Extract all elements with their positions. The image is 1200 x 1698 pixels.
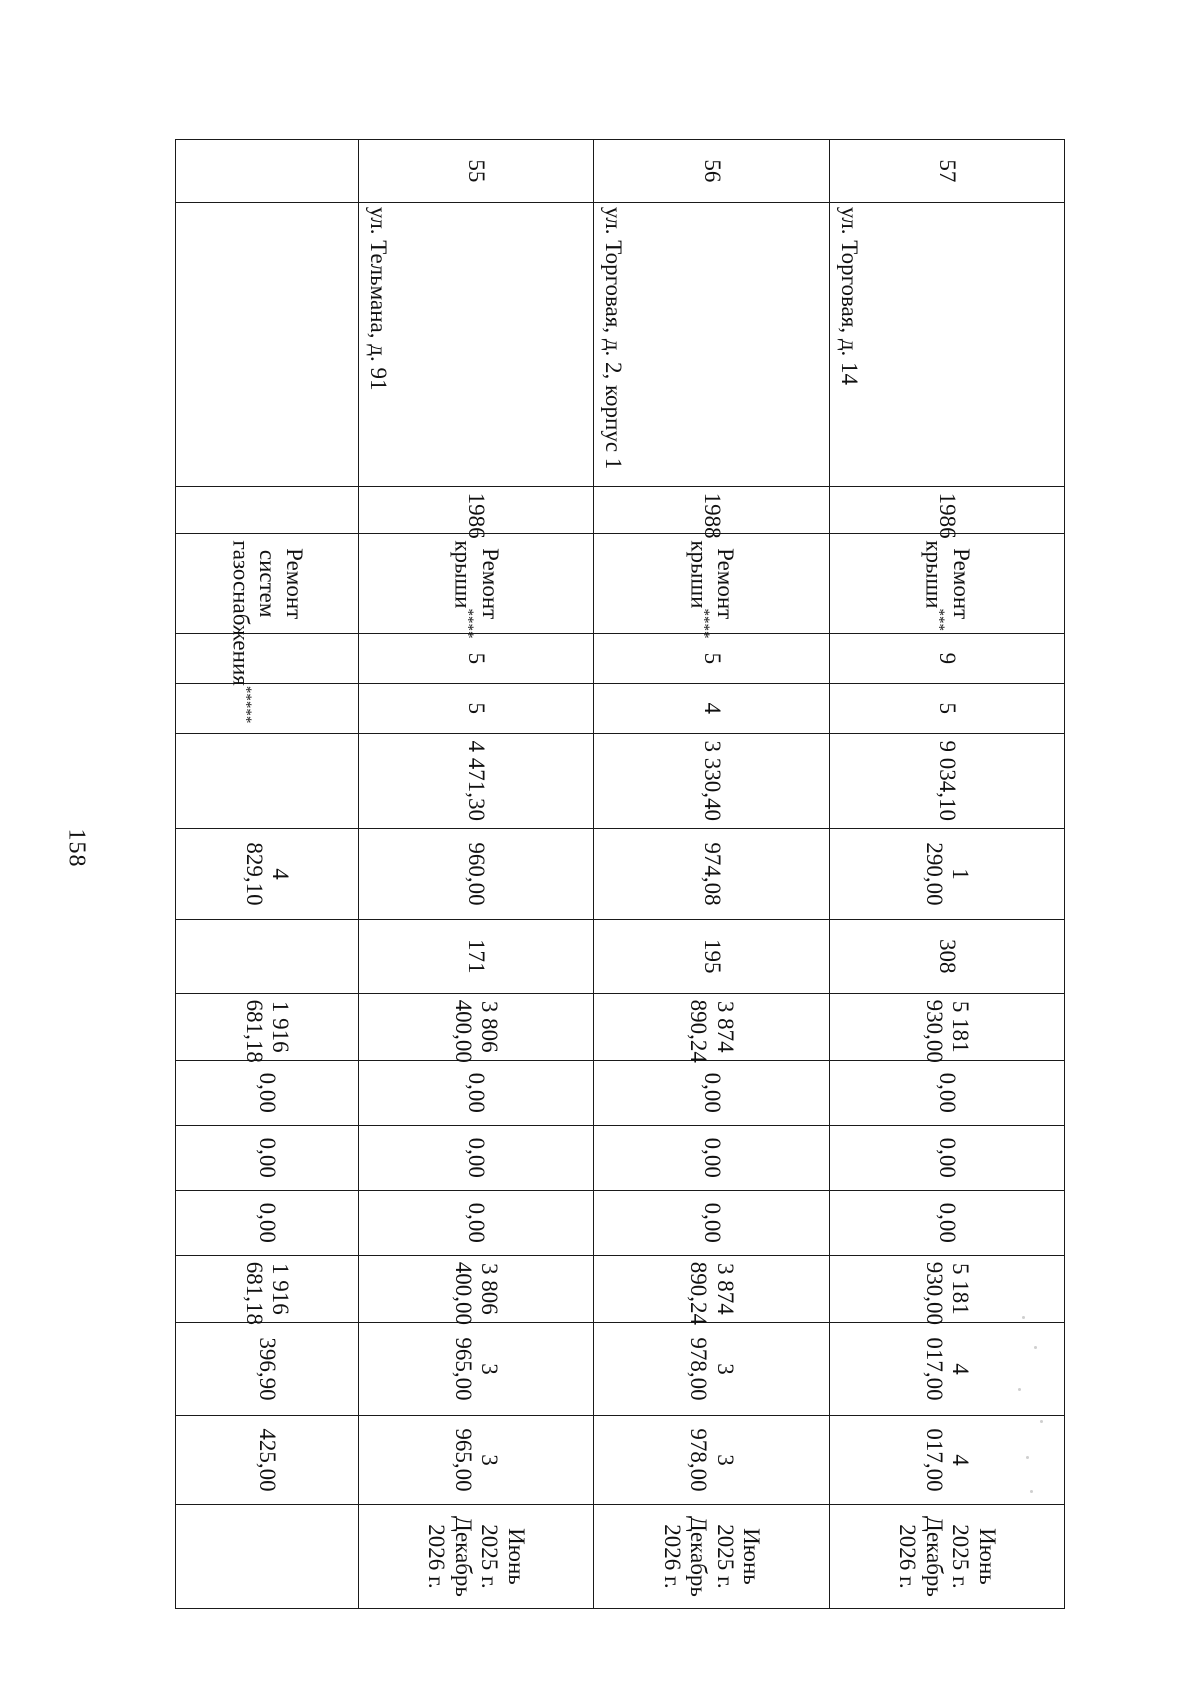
cell-cost-local: 0,00: [829, 1190, 1064, 1255]
cell-period: [176, 1504, 359, 1608]
cell-address: ул. Тельмана, д. 91: [358, 202, 593, 486]
cell-cost-fund: 0,00: [594, 1060, 829, 1125]
cell-period: [594, 1504, 829, 1608]
cell-cost-local: 0,00: [358, 1190, 593, 1255]
cell-year: 1988: [594, 486, 829, 534]
cell-year: 1986: [829, 486, 1064, 534]
cell-period: [829, 1504, 1064, 1608]
cell-cost-total: 1 916 681,18: [176, 993, 359, 1060]
cell-work-type: [829, 534, 1064, 634]
period-end: Декабрь 2026 г.: [424, 1516, 476, 1597]
scan-speck: [1018, 1388, 1021, 1391]
cell-unit-cost: 3 965,00: [358, 1322, 593, 1415]
period-end: Декабрь 2026 г.: [659, 1516, 712, 1597]
scan-speck: [1026, 1456, 1029, 1459]
footnote-mark: ****: [460, 608, 477, 639]
table-row: [358, 140, 593, 1609]
footnote-mark: ***: [931, 608, 948, 631]
cell-cost-fund: 0,00: [829, 1060, 1064, 1125]
works-table-rotated: [175, 139, 1065, 1609]
work-type-text: Ремонт крыши: [450, 540, 503, 620]
cell-year: [176, 486, 359, 534]
page-number: 158: [63, 828, 90, 868]
cell-number: 57: [829, 140, 1064, 203]
work-type-text: Ремонт крыши: [685, 540, 739, 620]
period-start: Июнь 2025 г.: [477, 1524, 529, 1589]
cell-cost-region: 0,00: [594, 1125, 829, 1190]
scan-speck: [1030, 1490, 1033, 1493]
cell-floors: 9: [829, 633, 1064, 683]
cell-floors: 5: [594, 633, 829, 683]
table-row: [594, 140, 829, 1609]
cell-number: [176, 140, 359, 203]
cell-max-unit-cost: 4 017,00: [829, 1416, 1064, 1505]
cell-total-area: 3 330,40: [594, 733, 829, 828]
scan-speck: [1022, 1316, 1025, 1319]
cell-unit-cost: 3 978,00: [594, 1322, 829, 1415]
cell-cost-fund: 0,00: [176, 1060, 359, 1125]
cell-unit-cost: 4 017,00: [829, 1322, 1064, 1415]
cell-max-unit-cost: 3 965,00: [358, 1416, 593, 1505]
cell-floors: 5: [358, 633, 593, 683]
table-row: [176, 140, 359, 1609]
cell-floors: [176, 633, 359, 683]
cell-work-type: [176, 534, 359, 724]
period-start: Июнь 2025 г.: [948, 1524, 1000, 1589]
period-end: Декабрь 2026 г.: [895, 1516, 947, 1597]
cell-cost-owners: 1 916 681,18: [176, 1255, 359, 1322]
cell-number: 55: [358, 140, 593, 203]
cell-address: ул. Торговая, д. 2, корпус 1: [594, 202, 829, 486]
cell-cost-local: 0,00: [594, 1190, 829, 1255]
cell-work-volume: 960,00: [358, 828, 593, 919]
scan-speck: [1034, 1346, 1037, 1349]
work-type-text: Ремонт крыши: [921, 540, 974, 620]
cell-max-unit-cost: 3 978,00: [594, 1416, 829, 1505]
cell-work-volume: 1 290,00: [829, 828, 1064, 919]
table-row: [829, 140, 1064, 1609]
cell-address: ул. Торговая, д. 14: [829, 202, 1064, 486]
cell-residents: [176, 919, 359, 993]
cell-cost-total: 3 874 890,24: [594, 993, 829, 1060]
cell-cost-owners: 3 874 890,24: [594, 1255, 829, 1322]
cell-residents: 195: [594, 919, 829, 993]
cell-period: [358, 1504, 593, 1608]
cell-cost-owners: 3 806 400,00: [358, 1255, 593, 1322]
cell-year: 1986: [358, 486, 593, 534]
cell-entrances: 5: [829, 683, 1064, 733]
cell-address: [176, 202, 359, 486]
scan-speck: [1040, 1420, 1043, 1423]
cell-work-type: [594, 534, 829, 639]
footnote-mark: *****: [237, 685, 254, 724]
cell-entrances: [176, 683, 359, 733]
cell-cost-total: 5 181 930,00: [829, 993, 1064, 1060]
cell-cost-owners: 5 181 930,00: [829, 1255, 1064, 1322]
cell-max-unit-cost: 425,00: [176, 1416, 359, 1505]
cell-total-area: [176, 733, 359, 828]
cell-entrances: 5: [358, 683, 593, 733]
cell-number: 56: [594, 140, 829, 203]
cell-work-volume: 974,08: [594, 828, 829, 919]
cell-cost-fund: 0,00: [358, 1060, 593, 1125]
cell-cost-region: 0,00: [358, 1125, 593, 1190]
cell-cost-local: 0,00: [176, 1190, 359, 1255]
cell-cost-total: 3 806 400,00: [358, 993, 593, 1060]
cell-cost-region: 0,00: [176, 1125, 359, 1190]
cell-entrances: 4: [594, 683, 829, 733]
cell-work-volume: 4 829,10: [176, 828, 359, 919]
cell-residents: 308: [829, 919, 1064, 993]
cell-total-area: 9 034,10: [829, 733, 1064, 828]
cell-work-type: [358, 534, 593, 639]
cell-cost-region: 0,00: [829, 1125, 1064, 1190]
work-type-text: Ремонт систем газоснабжения: [228, 540, 307, 686]
capital-repair-table: [175, 139, 1065, 1609]
period-start: Июнь 2025 г.: [712, 1524, 765, 1589]
footnote-mark: ****: [695, 608, 712, 639]
cell-total-area: 4 471,30: [358, 733, 593, 828]
cell-residents: 171: [358, 919, 593, 993]
cell-unit-cost: 396,90: [176, 1322, 359, 1415]
